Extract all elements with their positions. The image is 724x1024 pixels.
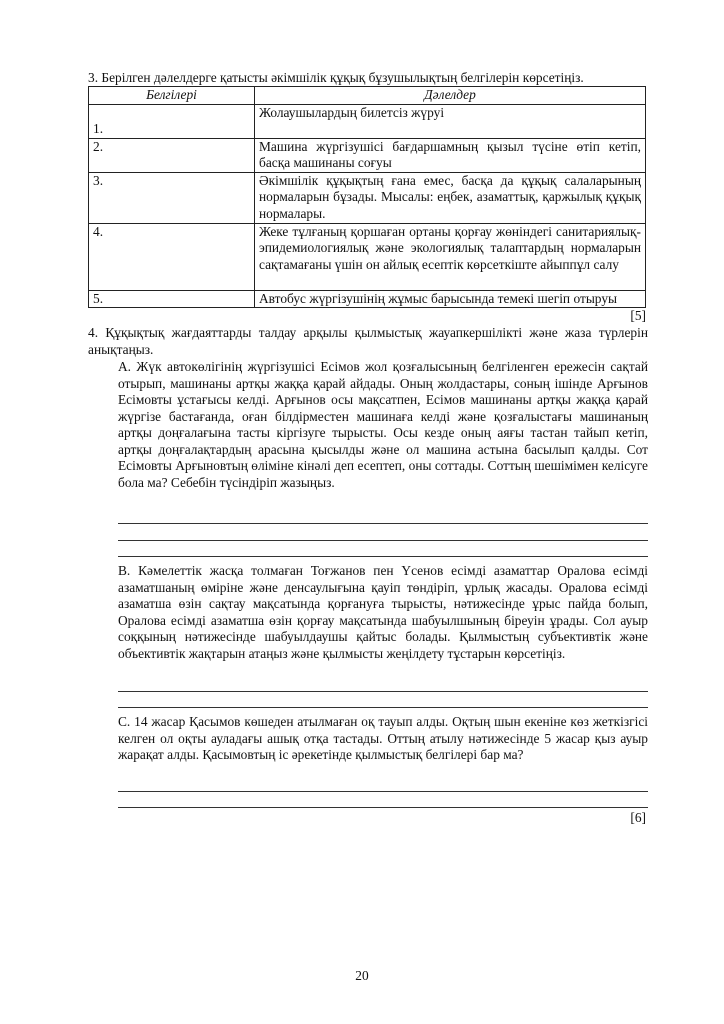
- answer-line[interactable]: [118, 556, 648, 557]
- question-4-title: 4. Құқықтық жағдаяттарды талдау арқылы қылмыстық жауапкершілікті және жаза түрлерін анықтаңыз.: [88, 325, 648, 357]
- page-number: 20: [355, 968, 369, 983]
- answer-line[interactable]: [118, 707, 648, 708]
- row-evidence: Әкімшілік құқықтың ғана емес, басқа да құқық салаларының нормаларын бұзады. Мысалы: еңбек, азаматтық, қаржылық құқық нормалары.: [255, 172, 646, 223]
- question-3-table: [88, 86, 646, 308]
- question-3-title: 3. Берілген дәлелдерге қатысты әкімшілік құқық бұзушылықтың белгілерін көрсетіңіз.: [88, 70, 584, 85]
- answer-line[interactable]: [118, 523, 648, 524]
- case-b-text: В. Кәмелеттік жасқа толмаған Тоғжанов пен Үсенов есімді азаматтар Оралова есімді азаматшаның өміріне және денсаулығына қауіп төндіріп, ұрлық жасады. Оралова есімді азаматша өзін сақтау мақсатында қорғануға тырысты, нәтижесінде ұрыс пайда болып, Оралова есімді азаматша өзін қорғау мақсатында шабуылшының біреуін ұрады. Сол ауыр соққының нәтижесінде шабуылдаушы қайтыс болады. Қылмыстың субъективтік және объективтік жақтарын атаңыз және қылмысты жеңілдету тұстарын көрсетіңіз.: [118, 563, 648, 661]
- column-header-signs: Белгілері: [89, 87, 255, 105]
- row-evidence: Автобус жүргізушінің жұмыс барысында темекі шегіп отыруы: [255, 290, 646, 308]
- answer-line[interactable]: [118, 540, 648, 541]
- table-row: [89, 104, 646, 138]
- row-number: 5.: [89, 290, 255, 308]
- table-row: [89, 172, 646, 223]
- row-number: 3.: [89, 172, 255, 223]
- table-row: [89, 138, 646, 172]
- row-evidence: Жеке тұлғаның қоршаған ортаны қорғау жөніндегі санитариялық-эпидемиологиялық және экологиялық талаптардың нормаларын сақтамағаны үшін он айлық есептік көрсеткіште айыппұл салу: [255, 223, 646, 290]
- answer-line[interactable]: [118, 807, 648, 808]
- question-3-mark: [5]: [630, 308, 646, 323]
- table-header-row: [89, 87, 646, 105]
- table-row: [89, 223, 646, 290]
- case-a-text: А. Жүк автокөлігінің жүргізушісі Есімов жол қозғалысының белгіленген ережесін сақтай отырып, машинаны артқы жаққа қарай айдады. Оның жолдастары, соның ішінде Арғынов Есімовты ұстағысы келді. Арғынов осы мақсатпен, Есімов машинаны артқы жаққа қарай жүргізе бастағанда, оған білдірместен машинаға келді және қозғалыстағы машинаның артқы доңғалағына тасты кіргізуге тырысты. Осы кезде оның аяғы тастан тайып кетіп, артқы доңғалақтардың арасына қысылды және ол машина астына басылып қалды. Сот Есімовты Арғыновтың өліміне кінәлі деп есептеп, оны соттады. Соттың шешімімен келісуге бола ма? Себебін түсіндіріп жазыңыз.: [118, 359, 648, 490]
- row-number: 1.: [89, 104, 255, 138]
- row-number: 2.: [89, 138, 255, 172]
- column-header-evidence: Дәлелдер: [255, 87, 646, 105]
- answer-line[interactable]: [118, 691, 648, 692]
- row-number: 4.: [89, 223, 255, 290]
- answer-line[interactable]: [118, 791, 648, 792]
- table-row: [89, 290, 646, 308]
- row-evidence: Жолаушылардың билетсіз жүруі: [255, 104, 646, 138]
- row-evidence: Машина жүргізушісі бағдаршамның қызыл түсіне өтіп кетіп, басқа машинаны соғуы: [255, 138, 646, 172]
- case-c-text: С. 14 жасар Қасымов көшеден атылмаған оқ тауып алды. Оқтың шын екеніне көз жеткізгісі келген ол оқты ауладағы ашық отқа тастады. Оттың атылу нәтижесінде 5 жасар қыз ауыр жарақат алды. Қасымовтың іс әрекетінде қылмыстық белгілері бар ма?: [118, 714, 648, 762]
- question-4-mark: [6]: [630, 810, 646, 825]
